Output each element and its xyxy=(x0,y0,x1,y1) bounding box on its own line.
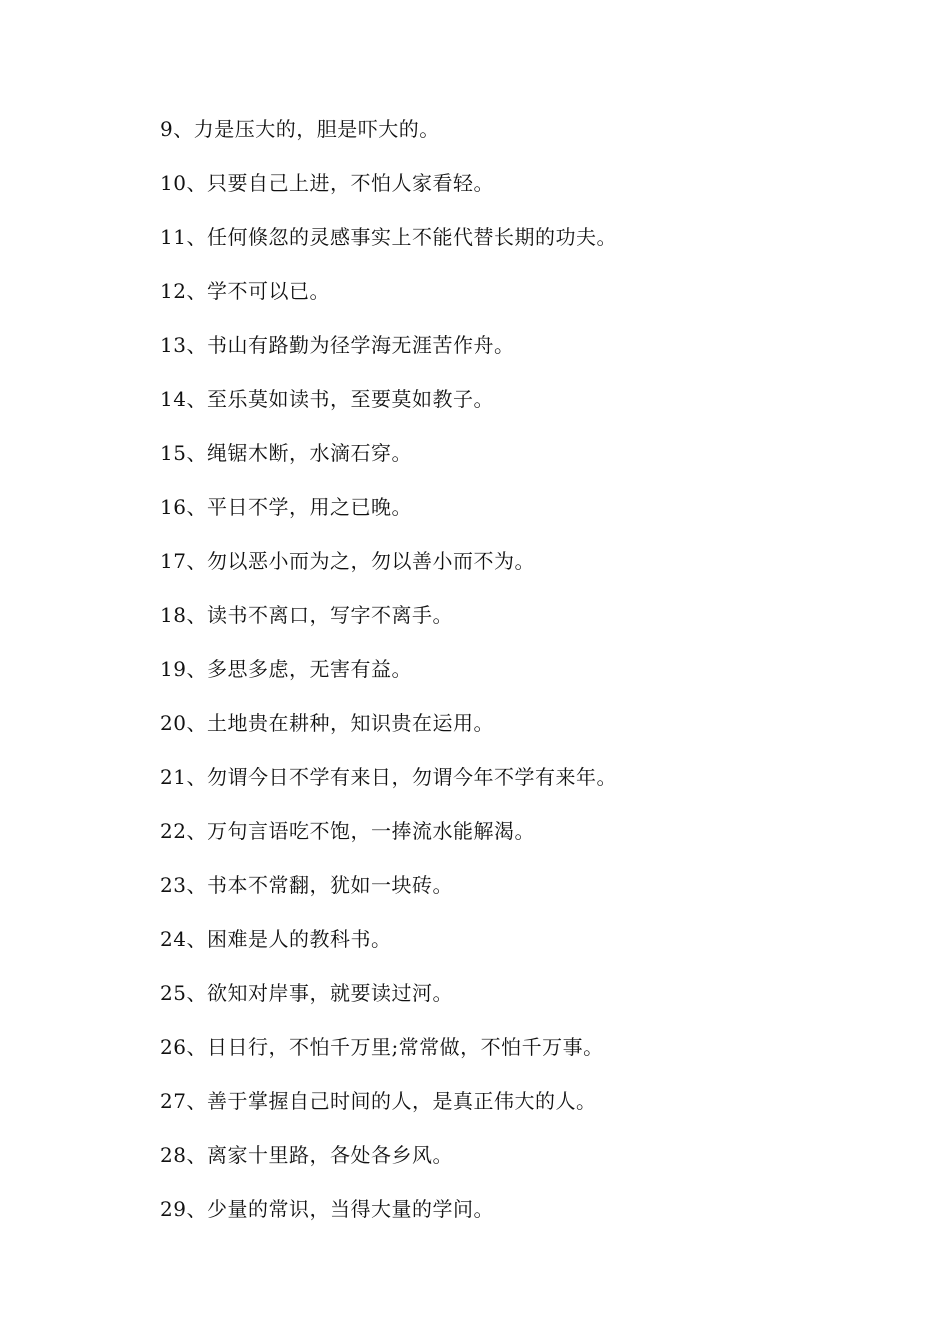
list-item: 10、只要自己上进，不怕人家看轻。 xyxy=(160,171,494,195)
list-item: 24、困难是人的教科书。 xyxy=(160,927,392,951)
list-item: 25、欲知对岸事，就要读过河。 xyxy=(160,981,453,1005)
list-item: 16、平日不学，用之已晚。 xyxy=(160,495,412,519)
list-item: 13、书山有路勤为径学海无涯苦作舟。 xyxy=(160,333,515,357)
list-item: 18、读书不离口，写字不离手。 xyxy=(160,603,453,627)
list-item: 26、日日行，不怕千万里;常常做，不怕千万事。 xyxy=(160,1035,604,1059)
list-item: 29、少量的常识，当得大量的学问。 xyxy=(160,1197,494,1221)
list-item: 15、绳锯木断，水滴石穿。 xyxy=(160,441,412,465)
list-item: 9、力是压大的，胆是吓大的。 xyxy=(160,117,440,141)
list-item: 21、勿谓今日不学有来日，勿谓今年不学有来年。 xyxy=(160,765,617,789)
list-item: 22、万句言语吃不饱，一捧流水能解渴。 xyxy=(160,819,535,843)
list-item: 23、书本不常翻，犹如一块砖。 xyxy=(160,873,453,897)
list-item: 14、至乐莫如读书，至要莫如教子。 xyxy=(160,387,494,411)
list-item: 27、善于掌握自己时间的人，是真正伟大的人。 xyxy=(160,1089,597,1113)
list-item: 28、离家十里路，各处各乡风。 xyxy=(160,1143,453,1167)
list-item: 11、任何倏忽的灵感事实上不能代替长期的功夫。 xyxy=(160,225,617,249)
proverb-list xyxy=(160,113,617,1247)
list-item: 17、勿以恶小而为之，勿以善小而不为。 xyxy=(160,549,535,573)
list-item: 12、学不可以已。 xyxy=(160,279,330,303)
list-item: 19、多思多虑，无害有益。 xyxy=(160,657,412,681)
list-item: 20、土地贵在耕种，知识贵在运用。 xyxy=(160,711,494,735)
